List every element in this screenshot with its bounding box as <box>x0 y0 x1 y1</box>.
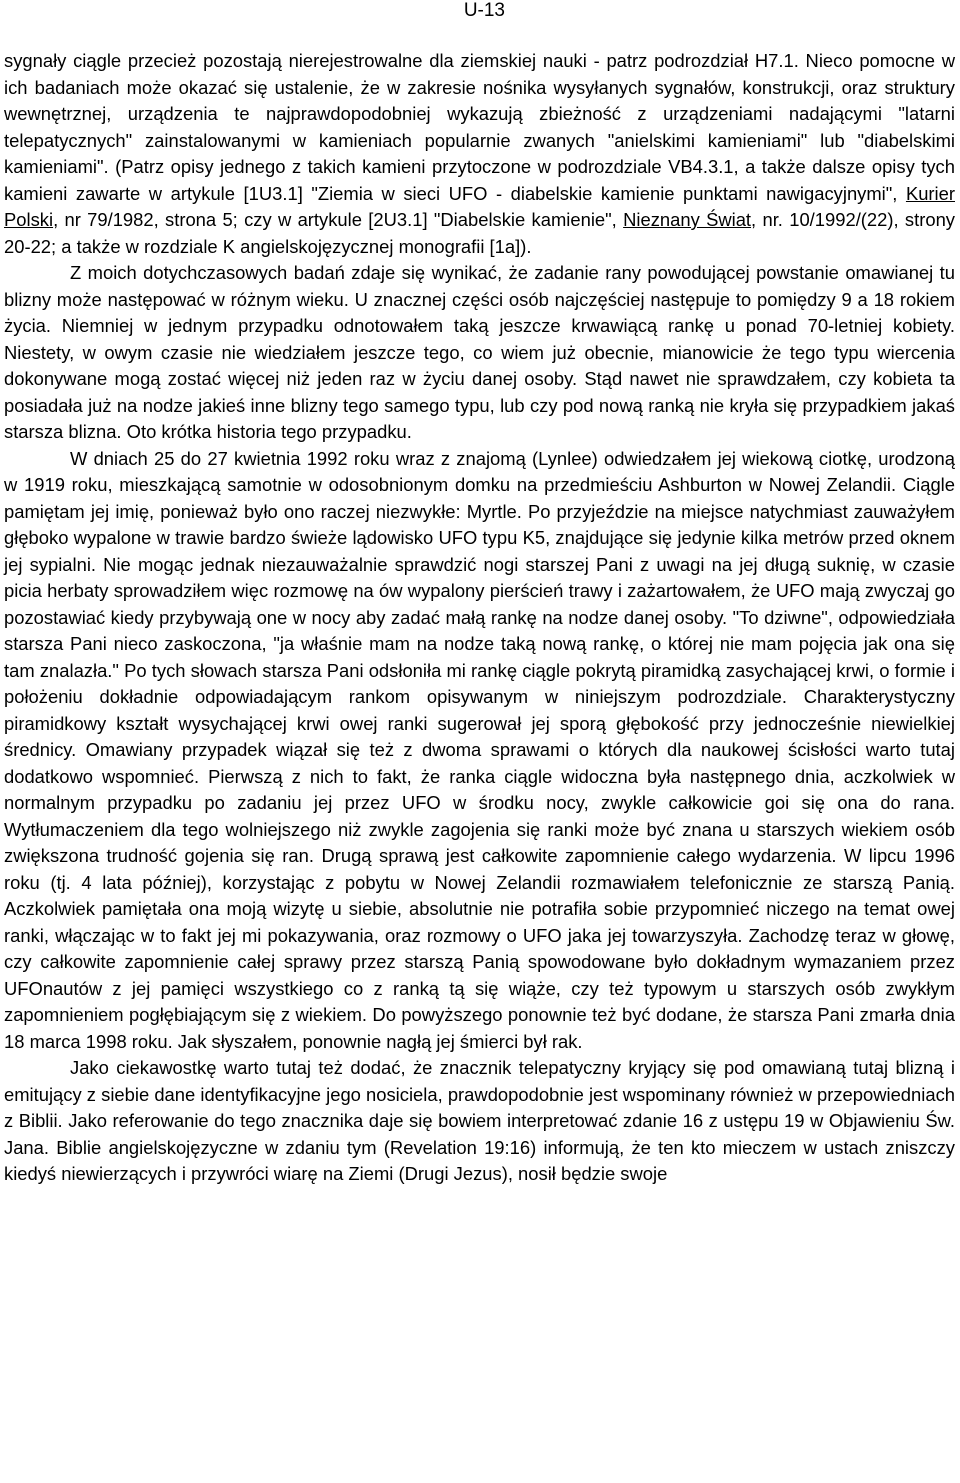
paragraph-text: Jako ciekawostkę warto tutaj też dodać, że znacznik telepatyczny kryjący się pod omawianą tutaj blizną i emitujący z siebie dane identyfikacyjne jego nosiciela, prawdopodobnie jest wspominany również w przepowiedniach z Biblii. Jako referowanie do tego znacznika daje się bowiem interpretować zdanie 16 z ustępu 19 w Objawieniu Św. Jana. Biblie angielskojęzyczne w zdaniu tym (Revelation 19:16) informują, że ten kto mieczem w ustach zniszczy kiedyś niewierzących i przywróci wiarę na Ziemi (Drugi Jezus), nosił będzie swoje <box>4 1057 955 1184</box>
document-body <box>4 48 955 1188</box>
publication-title: Nieznany Świat <box>623 209 752 230</box>
paragraph-text: sygnały ciągle przecież pozostają nierejestrowalne dla ziemskiej nauki - patrz podrozdział H7.1. Nieco pomocne w ich badaniach może okazać się ustalenie, że w zakresie nośnika wysyłanych sygnałów, konstrukcji, oraz struktury wewnętrznej, urządzenia te najprawdopodobniej wykazują zbieżność z urządzeniami nadającymi "latarni telepatycznych" zainstalowanymi w kamieniach popularnie zwanych "anielskimi kamieniami" lub "diabelskimi kamieniami". (Patrz opisy jednego z takich kamieni przytoczone w podrozdziale VB4.3.1, a także dalsze opisy tych kamieni zawarte w artykule [1U3.1] "Ziemia w sieci UFO - diabelskie kamienie punktami nawigacyjnymi", <box>4 50 955 204</box>
paragraph <box>4 1055 955 1188</box>
paragraph <box>4 446 955 1056</box>
page-number: U-13 <box>463 0 505 21</box>
publication-title: Kurier Polski <box>4 182 955 230</box>
paragraph <box>4 48 955 260</box>
paragraph <box>4 260 955 446</box>
paragraph-text: Z moich dotychczasowych badań zdaje się wynikać, że zadanie rany powodującej powstanie omawianej tu blizny może następować w różnym wieku. U znacznej części osób najczęściej następuje to pomiędzy 9 a 18 rokiem życia. Niemniej w jednym przypadku odnotowałem taką jeszcze krwawiącą rankę u ponad 70-letniej kobiety. Niestety, w owym czasie nie wiedziałem jeszcze tego, co wiem już obecnie, mianowicie że tego typu wiercenia dokonywane mogą zostać więcej niż jeden raz w życiu danej osoby. Stąd nawet nie sprawdzałem, czy kobieta ta posiadała już na nodze jakieś inne blizny tego samego typu, lub czy pod nową ranką nie kryła się przypadkiem jakaś starsza blizna. Oto krótka historia tego przypadku. <box>4 262 955 442</box>
paragraph-text: , nr 79/1982, strona 5; czy w artykule [2U3.1] "Diabelskie kamienie", <box>53 209 624 230</box>
paragraph-text: W dniach 25 do 27 kwietnia 1992 roku wraz z znajomą (Lynlee) odwiedzałem jej wiekową ciotkę, urodzoną w 1919 roku, mieszkającą samotnie w odosobnionym domku na przedmieściu Ashburton w Nowej Zelandii. Ciągle pamiętam jej imię, ponieważ było ono raczej niezwykłe: Myrtle. Po przyjeździe na miejsce natychmiast zauważyłem głęboko wypalone w trawie bardzo świeże lądowisko UFO typu K5, znajdujące się jedynie kilka metrów przed oknem jej sypialni. Nie mogąc jednak niezauważalnie sprawdzić nogi starszej Pani z uwagi na jej długą suknię, w czasie picia herbaty sprowadziłem więc rozmowę na ów wypalony pierścień trawy i zażartowałem, że UFO mają zwyczaj go pozostawiać kiedy przybywają one w nocy aby zadać małą rankę na nodze danej osoby. "To dziwne", odpowiedziała starsza Pani nieco zaskoczona, "ja właśnie mam na nodze taką nową rankę, o której nie mam pojęcia jak ona się tam znalazła." Po tych słowach starsza Pani odsłoniła mi rankę ciągle pokrytą piramidką zasychającej krwi, o formie i położeniu dokładnie odpowiadającym rankom opisywanym w niniejszym podrozdziale. Charakterystyczny piramidkowy kształt wysychającej krwi owej ranki sugerował jej sporą głębokość przy jednocześnie niewielkiej średnicy. Omawiany przypadek wiązał się też z dwoma sprawami o których dla naukowej ścisłości warto tutaj dodatkowo wspomnieć. Pierwszą z nich to fakt, że ranka ciągle widoczna była następnego dnia, aczkolwiek w normalnym przypadku po zadaniu jej przez UFO w środku nocy, zwykle całkowicie goi się ona do rana. Wytłumaczeniem dla tego wolniejszego niż zwykle zagojenia się ranki może być znana u starszych wiekiem osób zwiększona trudność gojenia się ran. Drugą sprawą jest całkowite zapomnienie całego wydarzenia. W lipcu 1996 roku (tj. 4 lata później), korzystając z pobytu w Nowej Zelandii rozmawiałem telefonicznie ze starszą Panią. Aczkolwiek pamiętała ona moją wizytę u siebie, absolutnie nie potrafiła sobie przypomnieć niczego na temat owej ranki, włączając w to fakt jej mi pokazywania, oraz rozmowy o UFO jaka jej towarzyszyła. Zachodzę teraz w głowę, czy całkowite zapomnienie całej sprawy przez starszą Panią spowodowane było dokładnym wymazaniem przez UFOnautów z jej pamięci wszystkiego co z ranką tą się wiąże, czy też typowym u starszych osób zwykłym zapomnieniem pogłębiającym się z wiekiem. Do powyższego ponownie też być dodane, że starsza Pani zmarła dnia 18 marca 1998 roku. Jak słyszałem, ponownie nagłą jej śmierci był rak. <box>4 447 955 1052</box>
paragraph-text: , nr. 10/1992/(22), strony 20-22; a także w rozdziale K angielskojęzycznej monografii [1a]). <box>4 209 956 257</box>
